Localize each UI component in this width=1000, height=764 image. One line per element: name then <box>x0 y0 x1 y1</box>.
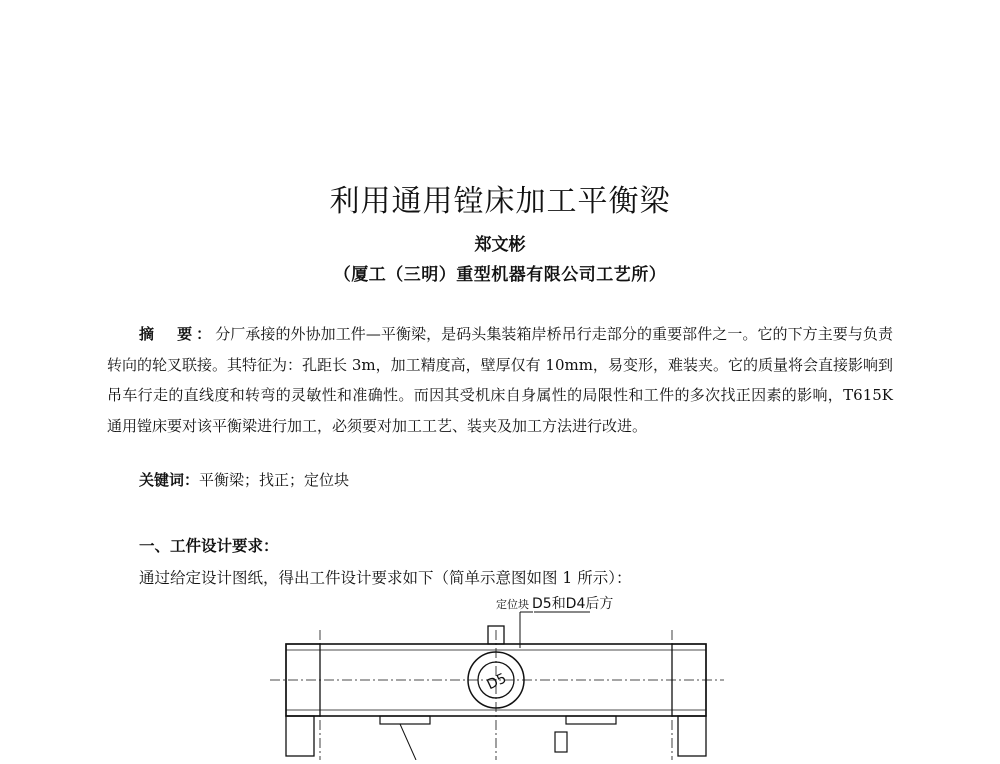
abstract <box>107 319 893 441</box>
keywords-label: 关键词： <box>139 471 200 489</box>
figure-label-block: 定位块 <box>496 598 529 611</box>
lower-pad-1 <box>380 716 430 724</box>
figure-label-note: D5和D4后方 <box>532 596 614 612</box>
small-bracket <box>555 732 567 752</box>
section-heading: 一、工件设计要求： <box>139 536 279 555</box>
paper-title: 利用通用镗床加工平衡梁 <box>329 184 671 220</box>
figure-1 <box>250 590 730 764</box>
figure-label-hole: D5 <box>484 670 510 694</box>
right-wheel-pad <box>678 716 706 756</box>
balance-beam-drawing <box>250 590 730 760</box>
keywords-text: 平衡梁；找正；定位块 <box>199 471 350 489</box>
leader-line <box>400 724 416 760</box>
abstract-text: 分厂承接的外协加工件—平衡梁，是码头集装箱岸桥吊行走部分的重要部件之一。它的下方主要与负责转向的轮叉联接。其特征为：孔距长 3m，加工精度高，壁厚仅有 10mm，易变形，难装夹。它的质量将会直接影响到吊车行走的直线度和转弯的灵敏性和准确性。而因其受机床自身属性的局限性和工件的多次找正因素的影响，T615K 通用镗床要对该平衡梁进行加工，必须要对加工工艺、装夹及加工方法进行改进。 <box>107 325 893 435</box>
abstract-label: 摘 要： <box>139 325 216 343</box>
lower-pad-2 <box>566 716 616 724</box>
left-wheel-pad <box>286 716 314 756</box>
author-affiliation: （厦工（三明）重型机器有限公司工艺所） <box>333 265 667 285</box>
section-body: 通过给定设计图纸，得出工件设计要求如下（简单示意图如图 1 所示）： <box>139 569 632 587</box>
keywords <box>139 469 349 490</box>
author-name: 郑文彬 <box>474 235 526 255</box>
